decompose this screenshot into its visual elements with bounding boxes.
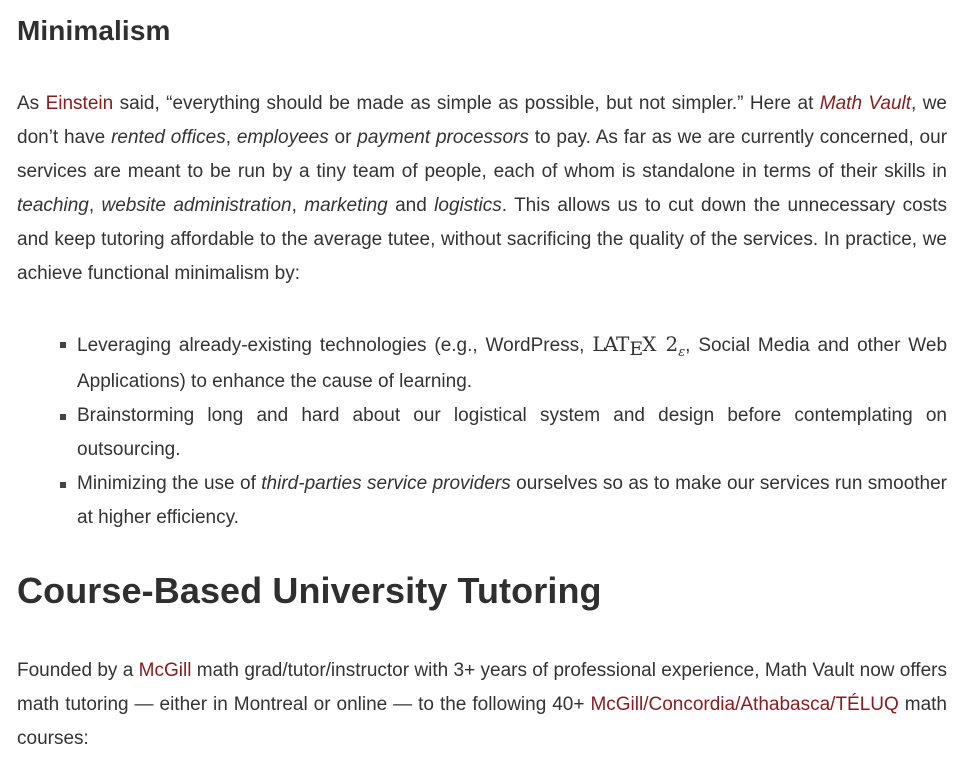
rented-offices-text: rented offices [111, 127, 226, 148]
latex-logo-part: LA [592, 332, 617, 356]
website-administration-text: website administration [101, 195, 292, 216]
text-span: math grad/tutor/instructor with 3+ years of professional experience, Math Vault now offers math tutoring — either in Montreal or online — to the following 40+ [17, 660, 947, 715]
third-parties-text: third-parties service providers [261, 473, 511, 494]
marketing-text: marketing [304, 195, 388, 216]
square-bullet-icon [60, 342, 66, 348]
latex-logo-part: ε [678, 345, 686, 360]
minimalism-paragraph [17, 87, 947, 291]
text-span: to pay. As far as we are currently concerned, our services are meant to be run by a tiny team of people, each of whom is standalone in terms of their skills in [17, 127, 948, 182]
square-bullet-icon [60, 414, 66, 420]
text-span: , [225, 127, 237, 148]
universities-link[interactable]: McGill/Concordia/Athabasca/TÉLUQ [590, 694, 899, 715]
employees-text: employees [236, 127, 329, 148]
text-span: ourselves so as to make our services run smoother at higher efficiency. [77, 473, 948, 528]
minimalism-bullet-list [60, 327, 947, 535]
text-span: Leveraging already-existing technologies (e.g., WordPress, [77, 335, 593, 356]
list-item [60, 327, 947, 399]
latex-logo [592, 332, 686, 360]
text-span: and [387, 195, 435, 216]
text-span: said, “everything should be made as simple as possible, but not simpler.” Here at [113, 93, 820, 114]
math-vault-link[interactable] [820, 93, 911, 114]
text-span: Founded by a [17, 660, 139, 681]
text-span: , [88, 195, 102, 216]
minimalism-heading: Minimalism [17, 15, 171, 46]
list-item [60, 467, 947, 535]
list-item [60, 399, 947, 467]
square-bullet-icon [60, 482, 66, 488]
payment-processors-text: payment processors [357, 127, 529, 148]
text-span: . This allows us to cut down the unnecessary costs and keep tutoring affordable to the average tutee, without sacrificing the quality of the services. In practice, we achieve functional minimalism by: [17, 195, 947, 284]
math-vault-text: Math Vault [819, 93, 912, 114]
text-span: Brainstorming long and hard about our logistical system and design before contemplating on outsourcing. [77, 405, 947, 460]
text-span: Minimizing the use of [77, 473, 262, 494]
mcgill-link[interactable]: McGill [138, 660, 192, 681]
text-span: , we don’t have [17, 93, 947, 148]
course-tutoring-heading: Course-Based University Tutoring [17, 570, 602, 611]
course-tutoring-paragraph [17, 654, 947, 756]
text-span: or [328, 127, 358, 148]
einstein-link[interactable]: Einstein [45, 93, 114, 114]
logistics-text: logistics [434, 195, 502, 216]
text-span: , Social Media and other Web Applications) to enhance the cause of learning. [77, 335, 948, 392]
text-span: , [291, 195, 305, 216]
latex-logo-part: X 2 [642, 332, 679, 356]
latex-logo-part: T [616, 332, 630, 356]
text-span: As [17, 93, 46, 114]
latex-logo-part: E [629, 338, 643, 360]
text-span: math courses: [17, 694, 947, 749]
teaching-text: teaching [17, 195, 89, 216]
